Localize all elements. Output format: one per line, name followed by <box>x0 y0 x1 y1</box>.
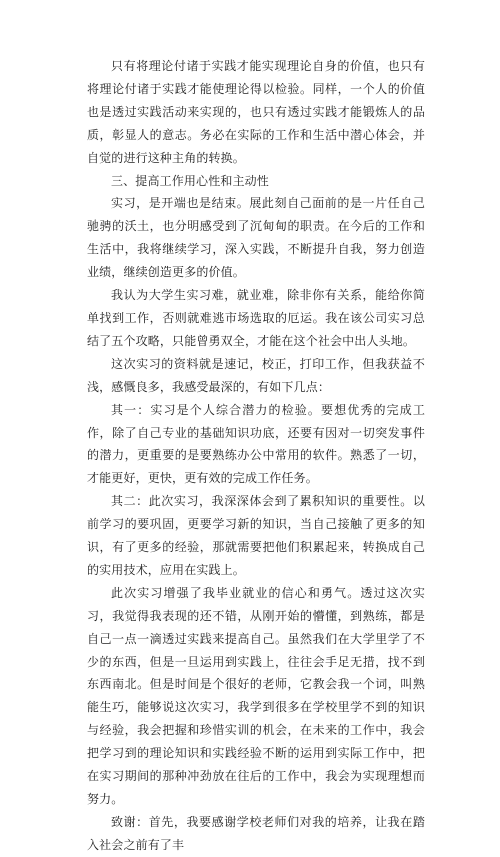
paragraph-point-one: 其一：实习是个人综合潜力的检验。要想优秀的完成工作，除了自己专业的基础知识功底，还要有因对一切突发事件的潜力，更重要的是要熟练办公中常用的软件。熟悉了一切，才能更好，更快，更有效的完成工作任务。 <box>87 402 425 486</box>
paragraph-theory-practice: 只有将理论付诸于实践才能实现理论自身的价值，也只有将理论付诸于实践才能使理论得以检验。同样，一个人的价值也是透过实践活动来实现的，也只有透过实践才能锻炼人的品质，彰显人的意志。务必在实际的工作和生活中潜心体会，并自觉的进行这种主角的转换。 <box>87 59 425 165</box>
paragraph-acknowledgement: 致谢：首先，我要感谢学校老师们对我的培养，让我在踏入社会之前有了丰 <box>87 814 425 852</box>
paragraph-internship-content: 这次实习的资料就是速记，校正，打印工作，但我获益不浅，感慨良多，我感受最深的，有如下几点： <box>87 356 425 394</box>
paragraph-confidence: 此次实习增强了我毕业就业的信心和勇气。透过这次实习，我觉得我表现的还不错，从刚开始的懵懂，到熟练，都是自己一点一滴透过实践来提高自己。虽然我们在大学里学了不少的东西，但是一旦运用到实践上，往往会手足无措，找不到东西南北。但是时间是个很好的老师，它教会我一个词，叫熟能生巧，能够说这次实习，我学到很多在学校里学不到的知识与经验，我会把握和珍惜实训的机会，在未来的工作中，我会把学习到的理论知识和实践经验不断的运用到实际工作中，把在实习期间的那种冲劲放在往后的工作中，我会为实现理想而努力。 <box>87 585 425 806</box>
paragraph-point-two: 其二：此次实习，我深深体会到了累积知识的重要性。以前学习的要巩固，更要学习新的知识，当自己接触了更多的知识，有了更多的经验，那就需要把他们积累起来，转换成自己的实用技术，应用在实践上。 <box>87 494 425 577</box>
paragraph-internship-start: 实习，是开端也是结束。展此刻自己面前的是一片任自己驰骋的沃土，也分明感受到了沉甸甸的职责。在今后的工作和生活中，我将继续学习，深入实践，不断提升自我，努力创造业绩，继续创造更多的价值。 <box>87 196 425 280</box>
paragraph-employment: 我认为大学生实习难，就业难，除非你有关系，能给你简单找到工作，否则就难逃市场选取的厄运。我在该公司实习总结了五个攻略，只能曾勇双全，才能在这个社会中出人头地。 <box>87 288 425 348</box>
section-heading: 三、提高工作用心性和主动性 <box>111 173 269 188</box>
document-body <box>87 55 425 857</box>
